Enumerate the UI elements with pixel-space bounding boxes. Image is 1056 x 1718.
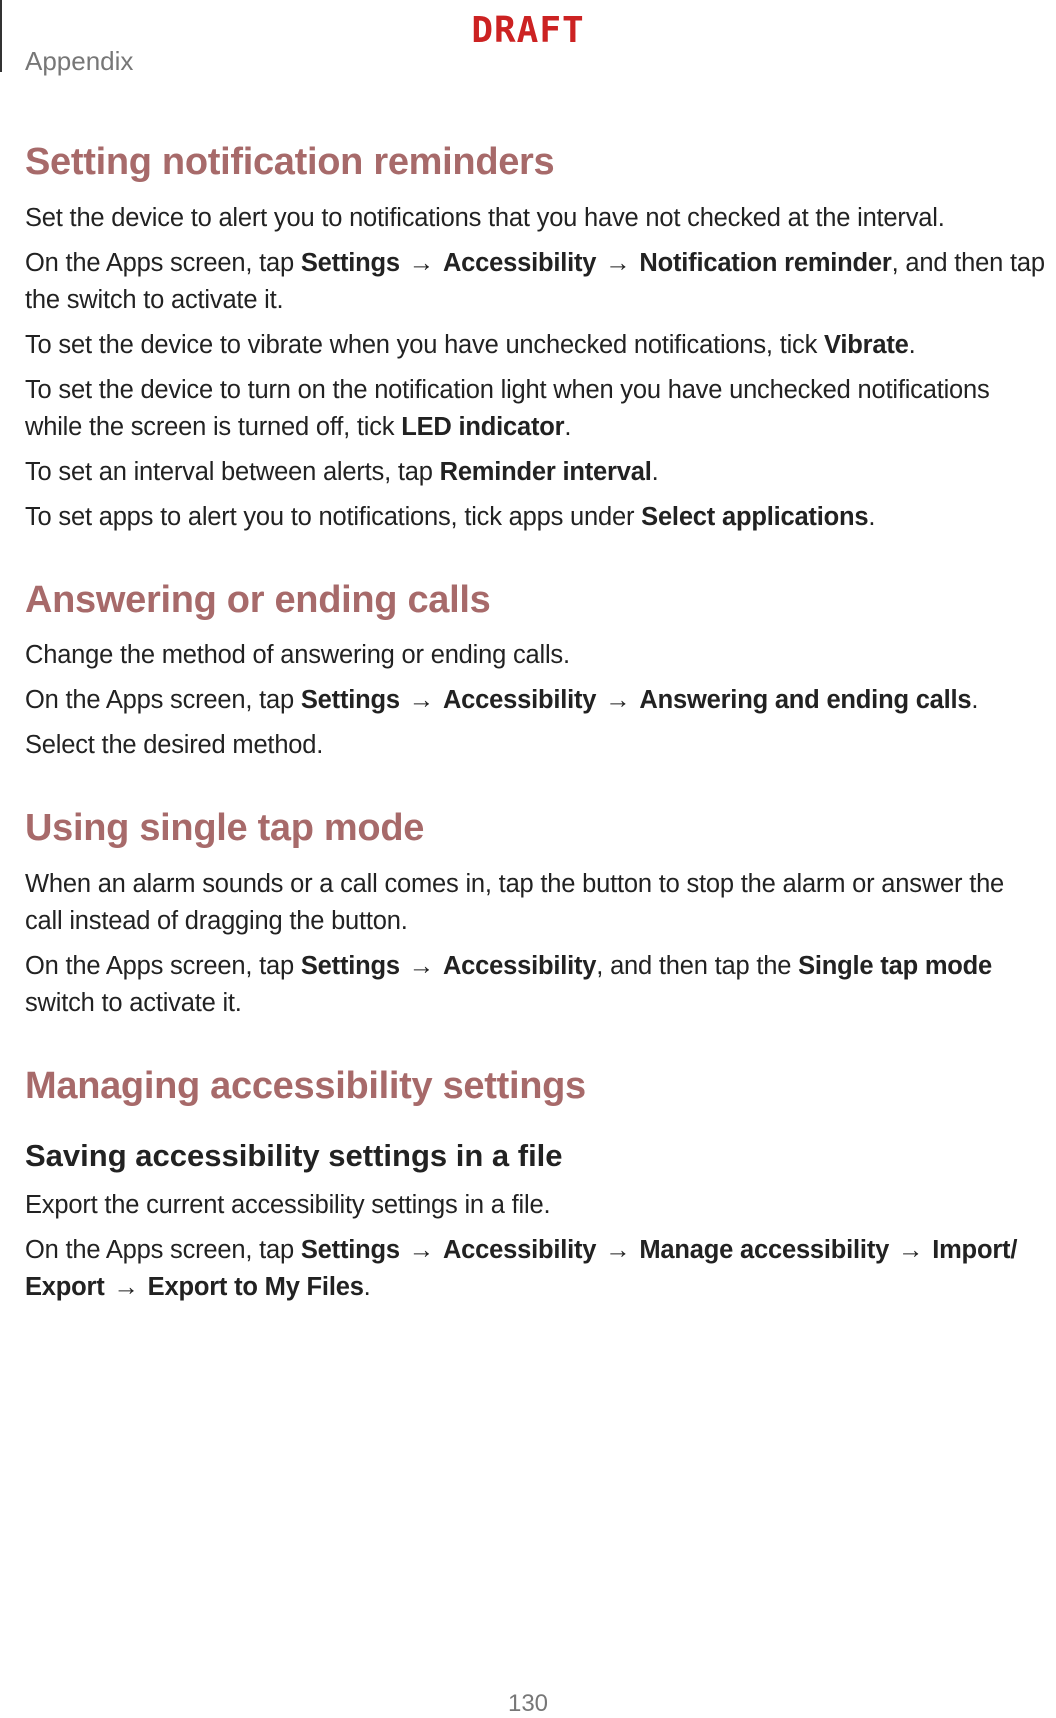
text: On the Apps screen, tap (25, 248, 301, 277)
option-led-indicator: LED indicator (401, 412, 565, 441)
text: . (868, 502, 876, 531)
text: On the Apps screen, tap (25, 686, 301, 715)
text: . (363, 1272, 371, 1301)
text: To set the device to turn on the notification light when you have unchecked notifications while the screen is turned off, tick (25, 375, 990, 441)
option-vibrate: Vibrate (824, 330, 909, 359)
arrow: → (408, 248, 435, 277)
paragraph (25, 499, 1045, 536)
arrow: → (605, 1235, 631, 1264)
text: switch to activate it. (25, 988, 242, 1017)
arrow: → (605, 248, 631, 277)
paragraph (25, 372, 1045, 446)
text: , and then tap the switch to activate it. (25, 248, 1045, 314)
draft-watermark: DRAFT (471, 10, 585, 51)
paragraph: Set the device to alert you to notifications that you have not checked at the interval. (25, 203, 945, 232)
paragraph: When an alarm sounds or a call comes in, tap the button to stop the alarm or answer the call instead of dragging the button. (25, 869, 1005, 935)
paragraph: Select the desired method. (25, 731, 324, 760)
text: , and then tap the (596, 951, 799, 980)
text: To set an interval between alerts, tap (25, 457, 440, 486)
text: On the Apps screen, tap (25, 951, 301, 980)
subsection-title: Saving accessibility settings in a file (25, 1138, 563, 1174)
section-title: Answering or ending calls (25, 578, 491, 621)
menu-path-answering-ending-calls: Answering and ending calls (639, 686, 972, 715)
menu-path-accessibility: Accessibility (442, 951, 597, 980)
running-head: Appendix (25, 46, 134, 76)
menu-path-manage-accessibility: Manage accessibility (639, 1235, 890, 1264)
menu-path-accessibility: Accessibility (442, 1235, 597, 1264)
paragraph (25, 327, 1045, 364)
text: . (908, 330, 916, 359)
arrow: → (898, 1235, 924, 1264)
menu-path-notification-reminder: Notification reminder (639, 248, 892, 277)
text: To set apps to alert you to notifications, tick apps under (25, 502, 642, 531)
paragraph (25, 245, 1045, 319)
page-content (25, 140, 1045, 1336)
arrow: → (408, 686, 435, 715)
text: . (971, 686, 979, 715)
text: On the Apps screen, tap (25, 1235, 301, 1264)
arrow: → (113, 1272, 139, 1301)
paragraph: Export the current accessibility settings in a file. (25, 1190, 551, 1219)
section-title: Managing accessibility settings (25, 1064, 586, 1107)
paragraph (25, 1232, 1045, 1306)
menu-path-settings: Settings (300, 248, 400, 277)
section-title: Using single tap mode (25, 807, 425, 850)
section-managing-accessibility (25, 1064, 1045, 1306)
menu-path-export-to-my-files: Export to My Files (147, 1272, 364, 1301)
menu-path-import-export: Import/ Export (25, 1235, 1018, 1301)
paragraph (25, 682, 1045, 719)
paragraph (25, 948, 1045, 1022)
paragraph: Change the method of answering or ending calls. (25, 641, 570, 670)
section-single-tap-mode (25, 806, 1045, 1022)
option-reminder-interval: Reminder interval (439, 457, 652, 486)
arrow: → (408, 1235, 435, 1264)
option-select-applications: Select applications (641, 502, 869, 531)
section-title: Setting notification reminders (25, 141, 555, 183)
text: To set the device to vibrate when you have unchecked notifications, tick (25, 330, 825, 359)
menu-path-settings: Settings (300, 951, 400, 980)
text: . (564, 412, 572, 441)
text: . (651, 457, 659, 486)
section-answering-ending-calls (25, 578, 1045, 765)
menu-path-settings: Settings (300, 1235, 400, 1264)
option-single-tap-mode: Single tap mode (798, 951, 993, 980)
menu-path-settings: Settings (300, 686, 400, 715)
arrow: → (408, 951, 435, 980)
menu-path-accessibility: Accessibility (442, 248, 597, 277)
page-number: 130 (507, 1690, 549, 1717)
section-notification-reminders (25, 140, 1045, 536)
menu-path-accessibility: Accessibility (442, 686, 597, 715)
paragraph (25, 454, 1045, 491)
arrow: → (605, 686, 631, 715)
